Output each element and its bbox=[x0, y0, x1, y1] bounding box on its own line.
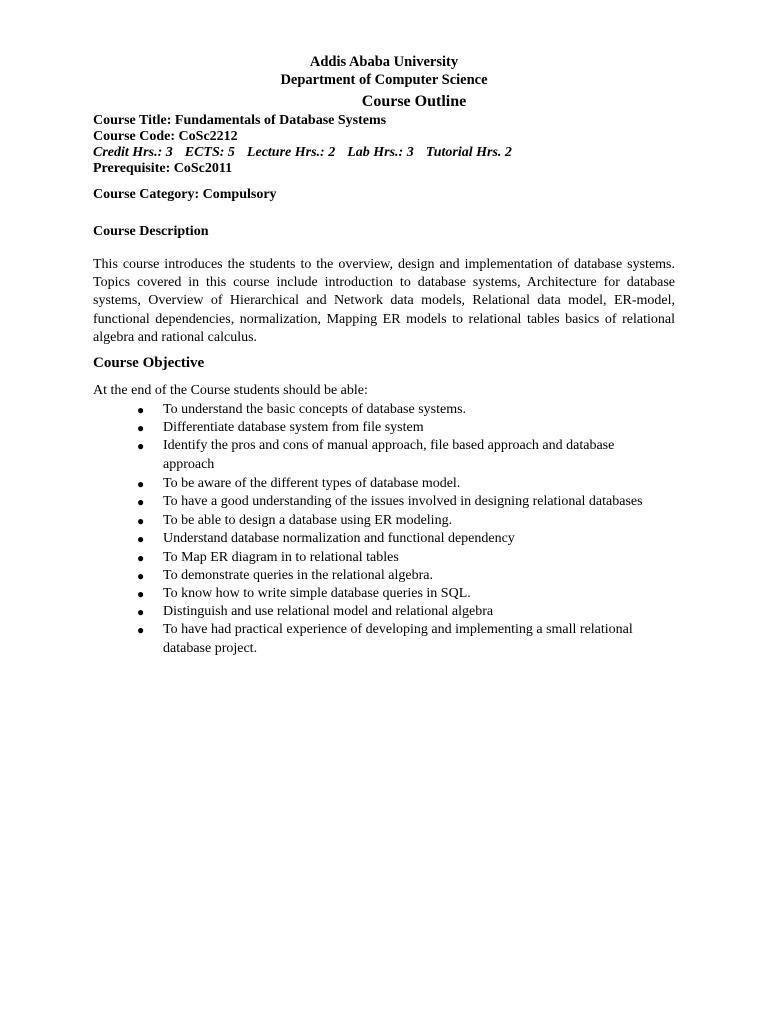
prerequisite: Prerequisite: CoSc2011 bbox=[93, 161, 233, 176]
ects: ECTS: 5 bbox=[184, 145, 235, 160]
course-title-value: : Fundamentals of Database Systems bbox=[166, 113, 387, 128]
list-item bbox=[137, 621, 667, 657]
bullet-icon: ● bbox=[137, 550, 145, 565]
objective-list bbox=[137, 401, 667, 658]
list-item bbox=[137, 475, 667, 493]
list-item-text: To demonstrate queries in the relational algebra. bbox=[163, 567, 433, 583]
objective-heading: Course Objective bbox=[93, 355, 205, 371]
document-title: Course Outline bbox=[361, 93, 467, 110]
description-heading: Course Description bbox=[93, 224, 209, 239]
list-item-text: To have had practical experience of developing and implementing a small relational database project. bbox=[163, 622, 633, 656]
department-name: Department of Computer Science bbox=[280, 72, 488, 88]
tutorial-hrs: Tutorial Hrs. 2 bbox=[425, 145, 512, 160]
objective-intro: At the end of the Course students should be able: bbox=[93, 383, 368, 398]
course-category: Course Category: Compulsory bbox=[93, 187, 277, 202]
list-item bbox=[137, 603, 667, 621]
bullet-icon: ● bbox=[137, 605, 145, 620]
list-item bbox=[137, 419, 667, 437]
bullet-icon: ● bbox=[137, 476, 145, 491]
list-item-text: To Map ER diagram in to relational tables bbox=[163, 549, 399, 565]
bullet-icon: ● bbox=[137, 514, 145, 529]
list-item-text: To be able to design a database using ER modeling. bbox=[163, 513, 453, 529]
course-title-label: Course Title bbox=[93, 113, 167, 128]
list-item bbox=[137, 437, 667, 473]
university-name: Addis Ababa University bbox=[309, 54, 459, 70]
bullet-icon: ● bbox=[137, 403, 145, 417]
lab-hrs: Lab Hrs.: 3 bbox=[347, 145, 414, 160]
list-item-text: To understand the basic concepts of database systems. bbox=[163, 402, 467, 417]
list-item bbox=[137, 530, 667, 548]
list-item-text: To be aware of the different types of database model. bbox=[163, 475, 461, 491]
lecture-hrs: Lecture Hrs.: 2 bbox=[246, 145, 336, 160]
bullet-icon: ● bbox=[137, 421, 145, 436]
course-title-line bbox=[93, 113, 386, 129]
list-item-text: Identify the pros and cons of manual approach, file based approach and database approach bbox=[163, 438, 615, 472]
list-item bbox=[137, 585, 667, 603]
bullet-icon: ● bbox=[137, 532, 145, 547]
list-item-text: Understand database normalization and functional dependency bbox=[163, 531, 515, 547]
bullet-icon: ● bbox=[137, 439, 145, 454]
description-text: This course introduces the students to the overview, design and implementation of database systems. Topics covered in this course include introduction to database systems, Architecture for database systems, Overview of Hierarchical and Network data models, Relational data model, ER-model, functional dependencies, normalization, Mapping ER models to relational tables basics of relational algebra and rational calculus. bbox=[93, 257, 675, 345]
course-code: Course Code: CoSc2212 bbox=[93, 129, 238, 144]
list-item-text: To have a good understanding of the issues involved in designing relational databases bbox=[163, 494, 643, 510]
bullet-icon: ● bbox=[137, 568, 145, 583]
credit-hours-line bbox=[93, 145, 524, 161]
list-item bbox=[137, 549, 667, 567]
list-item bbox=[137, 512, 667, 530]
bullet-icon: ● bbox=[137, 495, 145, 510]
list-item-text: Distinguish and use relational model and relational algebra bbox=[163, 604, 494, 620]
credit-hrs: Credit Hrs.: 3 bbox=[93, 145, 173, 160]
list-item-text: To know how to write simple database queries in SQL. bbox=[163, 586, 471, 602]
bullet-icon: ● bbox=[137, 587, 145, 602]
list-item bbox=[137, 567, 667, 585]
list-item bbox=[137, 493, 667, 511]
bullet-icon: ● bbox=[137, 623, 145, 638]
list-item-text: Differentiate database system from file system bbox=[163, 420, 424, 436]
list-item bbox=[137, 401, 667, 419]
